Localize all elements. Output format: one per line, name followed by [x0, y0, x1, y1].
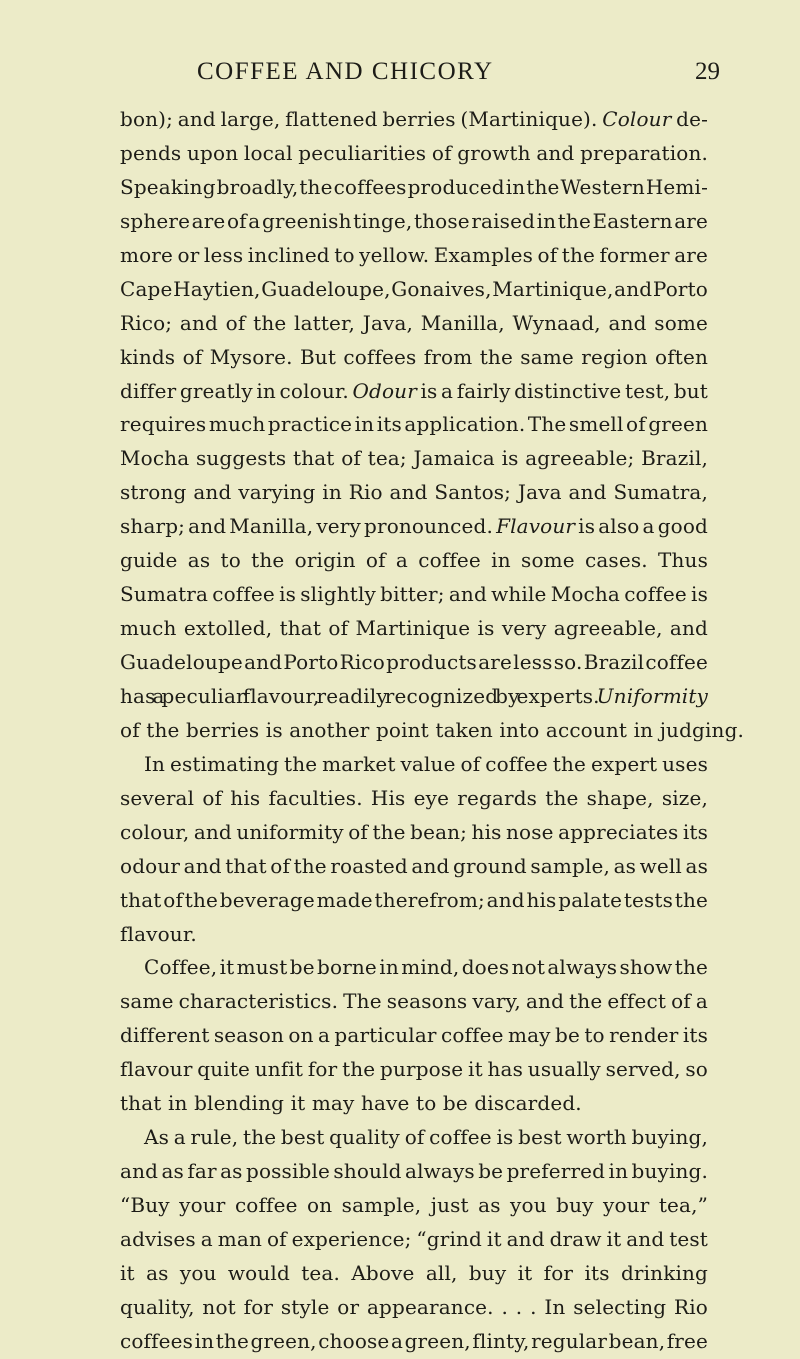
text-run: coffees in the green, choose a green, flinty, regular bean, free [120, 1328, 708, 1353]
text-line [120, 612, 708, 646]
text-run: and as far as possible should always be preferred in buying. [120, 1159, 708, 1184]
text-line [120, 918, 708, 952]
text-run: it as you would tea. Above all, buy it for its drinking [120, 1260, 708, 1285]
text-run: Rico; and of the latter, Java, Manilla, Wynaad, and some [120, 310, 708, 335]
text-line [120, 884, 708, 918]
text-line [120, 1257, 708, 1291]
text-run: several of his faculties. His eye regards the shape, size, [120, 785, 708, 810]
text-line [120, 1121, 708, 1155]
text-line [120, 646, 708, 680]
text-run: odour and that of the roasted and ground sample, as well as [120, 853, 709, 878]
text-line [120, 1325, 708, 1359]
text-run: flavour quite unfit for the purpose it has usually served, so [120, 1057, 708, 1082]
text-line [120, 137, 708, 171]
text-line [120, 544, 708, 578]
text-line [120, 1155, 708, 1189]
text-run: As a rule, the best quality of coffee is best worth buying, [144, 1125, 708, 1150]
text-run: sharp; and Manilla, very pronounced. [120, 514, 497, 539]
text-run: of the berries is another point taken into account in judging. [120, 717, 745, 742]
text-run: is a fairly distinctive test, but [416, 378, 708, 403]
text-run: Mocha suggests that of tea; Jamaica is agreeable; Brazil, [120, 446, 708, 471]
body-text [120, 103, 745, 1359]
text-run: requires much practice in its application. The smell of green [120, 412, 708, 437]
text-line [120, 307, 708, 341]
text-line [120, 1087, 708, 1121]
text-line [120, 816, 708, 850]
text-line [120, 850, 708, 884]
text-run: sphere are of a greenish tinge, those raised in the Eastern are [120, 208, 708, 233]
text-run: different season on a particular coffee may be to render its [120, 1023, 708, 1048]
text-run: that of the beverage made therefrom; and his palate tests the [120, 887, 708, 912]
text-line [120, 273, 708, 307]
text-run: same characteristics. The seasons vary, and the effect of a [120, 989, 708, 1014]
text-line [120, 171, 708, 205]
text-run: colour, and uniformity of the bean; his nose appreciates its [120, 819, 708, 844]
text-line [120, 782, 708, 816]
text-line [120, 578, 708, 612]
text-run: pends upon local peculiarities of growth and preparation. [120, 140, 708, 165]
text-line [120, 1189, 708, 1223]
text-run: more or less inclined to yellow. Examples of the former are [120, 242, 708, 267]
text-run: flavour. [120, 921, 197, 946]
running-head-title: COFFEE AND CHICORY [197, 58, 494, 85]
text-run: much extolled, that of Martinique is very agreeable, and [120, 616, 708, 641]
text-line [120, 1053, 708, 1087]
text-run: quality, not for style or appearance. . . . In selecting Rio [120, 1294, 708, 1319]
text-run: de- [671, 107, 709, 131]
text-line [120, 239, 708, 273]
italic-term: Flavour [496, 514, 576, 539]
text-run: differ greatly in colour. [120, 378, 353, 403]
text-line [120, 748, 708, 782]
text-run: “Buy your coffee on sample, just as you buy your tea,” [120, 1193, 708, 1217]
text-run: guide as to the origin of a coffee in some cases. Thus [120, 548, 708, 573]
text-run: Sumatra coffee is slightly bitter; and while Mocha coffee is [120, 582, 708, 607]
text-line [120, 408, 708, 442]
text-line [120, 680, 708, 714]
text-run: has a peculiar flavour, readily recognized by experts. [120, 683, 597, 708]
text-line [120, 714, 745, 748]
text-run: In estimating the market value of coffee the expert uses [144, 751, 708, 776]
text-run: Guadeloupe and Porto Rico products are less so. Brazil coffee [120, 650, 708, 674]
text-run: is also a good [575, 514, 708, 539]
running-head [0, 55, 800, 89]
italic-term: Colour [602, 107, 672, 131]
text-line [120, 1223, 708, 1257]
text-run: bon); and large, flattened berries (Martinique). [120, 107, 603, 131]
text-line [120, 1019, 708, 1053]
text-line [120, 476, 708, 510]
italic-term: Odour [352, 378, 417, 403]
text-line [120, 442, 708, 476]
text-run: that in blending it may have to be discarded. [120, 1091, 582, 1116]
italic-term: Uniformity [596, 683, 708, 708]
text-line [120, 510, 708, 544]
text-line [120, 1291, 708, 1325]
text-line [120, 951, 708, 985]
text-run: Coffee, it must be borne in mind, does not always show the [144, 955, 708, 980]
text-run: Cape Haytien, Guadeloupe, Gonaives, Martinique, and Porto [120, 276, 708, 301]
text-line [120, 205, 708, 239]
text-line [120, 103, 708, 137]
text-line [120, 341, 708, 375]
text-line [120, 985, 708, 1019]
text-run: advises a man of experience; “grind it and draw it and test [120, 1226, 708, 1251]
text-run: Speaking broadly, the coffees produced in the Western Hemi- [120, 174, 708, 199]
text-line [120, 375, 708, 409]
text-run: kinds of Mysore. But coffees from the same region often [120, 344, 708, 369]
text-run: strong and varying in Rio and Santos; Java and Sumatra, [120, 480, 708, 505]
page-number: 29 [695, 58, 720, 85]
